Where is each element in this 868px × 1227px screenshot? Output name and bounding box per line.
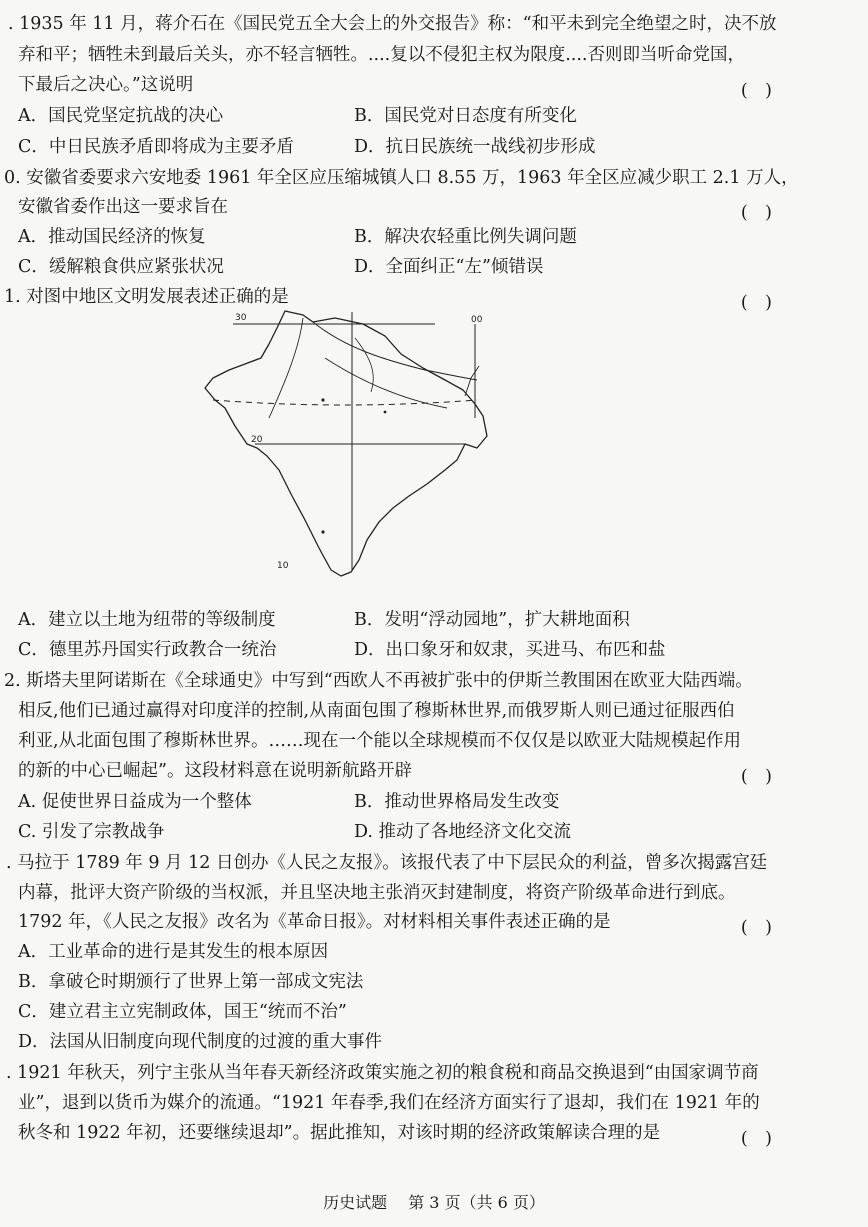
q10-option-b: B．解决农轻重比例失调问题 [354,227,577,247]
q12-stem-line-4: 的新的中心已崛起”。这段材料意在说明新航路开辟 [18,761,412,781]
map-label-90: 00 [471,315,483,325]
map-region-border [355,338,373,392]
map-dot [321,398,324,401]
q12-stem-line-1: 2. 斯塔夫里阿诺斯在《全球通史》中写到“西欧人不再被扩张中的伊斯兰教围困在欧亚大陆西端。 [4,671,753,691]
footer-page-number: 第 3 页（共 6 页） [408,1193,545,1212]
q9-option-b: B．国民党对日态度有所变化 [354,106,577,126]
q9-option-c: C．中日民族矛盾即将成为主要矛盾 [18,137,294,157]
q12-stem-line-2: 相反,他们已通过赢得对印度洋的控制,从南面包围了穆斯林世界,而俄罗斯人则已通过征服西伯 [18,701,735,721]
q13-answer-paren: ( ) [740,918,772,938]
page-footer [0,1190,868,1213]
q14-stem-line-1: . 1921 年秋天，列宁主张从当年春天新经济政策实施之初的粮食税和商品交换退到“由国家调节商 [6,1063,759,1083]
map-tropic-line [213,400,477,405]
q13-option-b: B．拿破仑时期颁行了世界上第一部成文宪法 [18,972,364,992]
q12-option-c: C. 引发了宗教战争 [18,822,165,842]
footer-subject: 历史试题 [323,1193,388,1212]
q10-stem-line-2: 安徽省委作出这一要求旨在 [18,197,228,217]
q13-stem-line-1: . 马拉于 1789 年 9 月 12 日创办《人民之友报》。该报代表了中下层民众的利益，曾多次揭露宫廷 [6,853,768,873]
q12-option-b: B．推动世界格局发生改变 [354,792,560,812]
q11-option-d: D．出口象牙和奴隶，买进马、布匹和盐 [354,640,666,660]
q9-answer-paren: ( ) [740,81,772,101]
q13-option-d: D．法国从旧制度向现代制度的过渡的重大事件 [18,1032,383,1052]
q13-option-a: A．工业革命的进行是其发生的根本原因 [18,942,329,962]
q9-stem-line-2: 弃和平；牺牲未到最后关头，亦不轻言牺牲。....复以不侵犯主权为限度....否则即当听命党国， [18,45,745,65]
q12-stem-line-3: 利亚,从北面包围了穆斯林世界。……现在一个能以全球规模而不仅仅是以欧亚大陆规模起作用 [18,731,742,751]
q10-stem-line-1: 0. 安徽省委要求六安地委 1961 年全区应压缩城镇人口 8.55 万，1963 年全区应减少职工 2.1 万人， [4,168,799,188]
q11-option-c: C．德里苏丹国实行政教合一统治 [18,640,277,660]
q11-option-b: B．发明“浮动园地”，扩大耕地面积 [354,610,630,630]
map-dot [384,411,387,414]
south-asia-map [195,308,505,580]
map-east-coast [465,366,479,396]
map-label-20: 20 [251,435,263,445]
q13-stem-line-2: 内幕，批评大资产阶级的当权派，并且坚决地主张消灭封建制度，将资产阶级革命进行到底。 [18,883,736,903]
q10-option-d: D．全面纠正“左”倾错误 [354,257,544,277]
q10-option-a: A．推动国民经济的恢复 [18,227,206,247]
q12-option-d: D. 推动了各地经济文化交流 [354,822,572,842]
q12-option-a: A. 促使世界日益成为一个整体 [18,792,252,812]
q12-answer-paren: ( ) [740,767,772,787]
q14-answer-paren: ( ) [740,1129,772,1149]
q14-stem-line-2: 业”，退到以货币为媒介的流通。“1921 年春季,我们在经济方面实行了退却，我们在 1921 年的 [18,1093,760,1113]
q10-answer-paren: ( ) [740,203,772,223]
q11-answer-paren: ( ) [740,293,772,313]
map-label-30: 30 [235,313,247,323]
map-river-ganges [325,358,447,408]
map-label-10: 10 [277,561,289,571]
map-dot [321,530,324,533]
q14-stem-line-3: 秋冬和 1922 年初，还要继续退却”。据此推知，对该时期的经济政策解读合理的是 [18,1123,661,1143]
q13-option-c: C．建立君主立宪制政体，国王“统而不治” [18,1002,347,1022]
q9-option-d: D．抗日民族统一战线初步形成 [354,137,596,157]
q10-option-c: C．缓解粮食供应紧张状况 [18,257,224,277]
q9-option-a: A．国民党坚定抗战的决心 [18,106,224,126]
q11-option-a: A．建立以土地为纽带的等级制度 [18,610,276,630]
q9-stem-line-1: . 1935 年 11 月，蒋介石在《国民党五全大会上的外交报告》称：“和平未到完全绝望之时，决不放 [8,14,777,34]
q13-stem-line-3: 1792 年，《人民之友报》改名为《革命日报》。对材料相关事件表述正确的是 [18,912,611,932]
q11-stem: 1. 对图中地区文明发展表述正确的是 [4,287,289,307]
map-himalaya-border [313,322,477,380]
q9-stem-line-3: 下最后之决心。”这说明 [18,75,194,95]
